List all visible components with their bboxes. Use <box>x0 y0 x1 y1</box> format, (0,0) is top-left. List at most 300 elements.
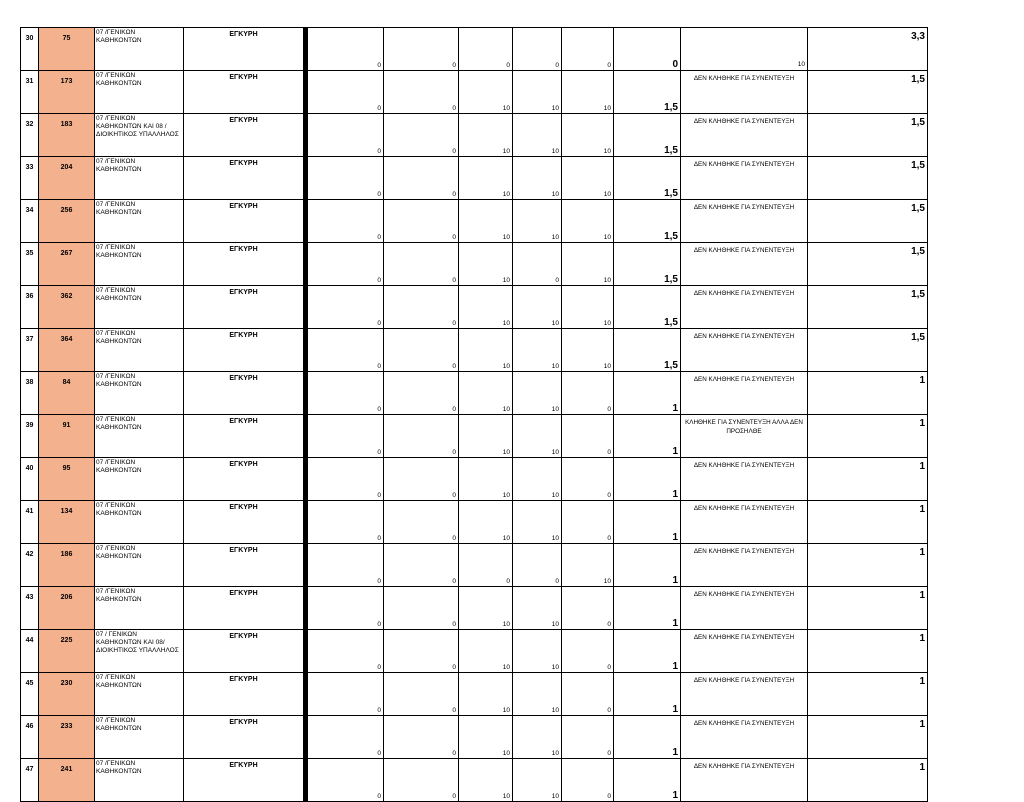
score-d-value: 10 <box>551 234 559 241</box>
application-status-cell: ΕΓΚΥΡΗ <box>184 673 305 716</box>
score-c-cell <box>459 71 513 114</box>
score-a-value: 0 <box>377 664 381 671</box>
score-a-value: 0 <box>377 277 381 284</box>
specialty-cell: 07 /ΓΕΝΙΚΩΝ ΚΑΘΗΚΟΝΤΩΝ <box>95 587 184 630</box>
applicant-id-cell <box>39 587 95 630</box>
score-d-value: 10 <box>551 363 559 370</box>
score-d-value: 10 <box>551 105 559 112</box>
row-number-cell <box>21 759 39 802</box>
score-a-cell <box>307 759 384 802</box>
specialty-cell: 07 /ΓΕΝΙΚΩΝ ΚΑΘΗΚΟΝΤΩΝ <box>95 200 184 243</box>
score-b-value: 0 <box>452 793 456 800</box>
score-a-value: 0 <box>377 492 381 499</box>
row-number-cell <box>21 372 39 415</box>
score-d-cell <box>513 243 562 286</box>
specialty-cell: 07 /ΓΕΝΙΚΩΝ ΚΑΘΗΚΟΝΤΩΝ <box>95 544 184 587</box>
score-total-value: 1 <box>672 403 678 414</box>
score-total-value: 1,5 <box>664 231 678 242</box>
score-c-value: 10 <box>502 793 510 800</box>
score-b-value: 0 <box>452 535 456 542</box>
final-score-cell: 1 <box>808 501 928 544</box>
score-d-value: 0 <box>555 578 559 585</box>
score-a-cell <box>307 716 384 759</box>
score-total-cell <box>614 458 681 501</box>
final-score-cell: 1 <box>808 759 928 802</box>
score-b-value: 0 <box>452 277 456 284</box>
applicant-id-cell <box>39 372 95 415</box>
row-number-cell <box>21 415 39 458</box>
row-number-value: 34 <box>25 207 34 214</box>
final-score-cell: 1,5 <box>808 286 928 329</box>
row-number-value: 39 <box>25 422 34 429</box>
score-a-cell <box>307 501 384 544</box>
application-status-cell: ΕΓΚΥΡΗ <box>184 200 305 243</box>
table-row <box>21 544 928 587</box>
score-b-cell <box>384 372 459 415</box>
score-c-cell <box>459 759 513 802</box>
score-a-cell <box>307 415 384 458</box>
row-number-value: 43 <box>25 594 34 601</box>
row-number-value: 37 <box>25 336 34 343</box>
score-d-value: 10 <box>551 707 559 714</box>
interview-cell: ΔΕΝ ΚΛΗΘΗΚΕ ΓΙΑ ΣΥΝΕΝΤΕΥΞΗ <box>681 544 808 587</box>
row-number-value: 35 <box>25 250 34 257</box>
interview-cell: ΔΕΝ ΚΛΗΘΗΚΕ ΓΙΑ ΣΥΝΕΝΤΕΥΞΗ <box>681 501 808 544</box>
row-number-value: 42 <box>25 551 34 558</box>
final-score-cell: 1,5 <box>808 71 928 114</box>
table-row <box>21 286 928 329</box>
score-total-cell <box>614 716 681 759</box>
score-b-cell <box>384 458 459 501</box>
score-d-cell <box>513 501 562 544</box>
score-d-cell <box>513 372 562 415</box>
score-a-cell <box>307 372 384 415</box>
row-number-value: 45 <box>25 680 34 687</box>
score-c-value: 10 <box>502 750 510 757</box>
final-score-cell: 1,5 <box>808 157 928 200</box>
score-c-value: 10 <box>502 277 510 284</box>
row-number-cell <box>21 243 39 286</box>
score-b-cell <box>384 673 459 716</box>
score-total-cell <box>614 630 681 673</box>
application-status-cell: ΕΓΚΥΡΗ <box>184 587 305 630</box>
interview-cell: ΔΕΝ ΚΛΗΘΗΚΕ ΓΙΑ ΣΥΝΕΝΤΕΥΞΗ <box>681 157 808 200</box>
score-c-cell <box>459 243 513 286</box>
score-e-cell <box>562 372 614 415</box>
score-a-value: 0 <box>377 707 381 714</box>
score-e-cell <box>562 759 614 802</box>
score-e-value: 10 <box>603 234 611 241</box>
specialty-cell: 07 /ΓΕΝΙΚΩΝ ΚΑΘΗΚΟΝΤΩΝ ΚΑΙ 08 /ΔΙΟΙΚΗΤΙΚΟΣ ΥΠΑΛΛΗΛΟΣ <box>95 114 184 157</box>
score-c-value: 10 <box>502 105 510 112</box>
applicant-id-value: 362 <box>60 293 73 300</box>
specialty-cell: 07 /ΓΕΝΙΚΩΝ ΚΑΘΗΚΟΝΤΩΝ <box>95 372 184 415</box>
score-c-value: 10 <box>502 363 510 370</box>
score-c-cell <box>459 716 513 759</box>
application-status-cell: ΕΓΚΥΡΗ <box>184 286 305 329</box>
score-b-cell <box>384 243 459 286</box>
specialty-cell: 07 /ΓΕΝΙΚΩΝ ΚΑΘΗΚΟΝΤΩΝ <box>95 28 184 71</box>
applicant-id-cell <box>39 114 95 157</box>
score-a-cell <box>307 286 384 329</box>
interview-cell: ΔΕΝ ΚΛΗΘΗΚΕ ΓΙΑ ΣΥΝΕΝΤΕΥΞΗ <box>681 286 808 329</box>
score-total-cell <box>614 587 681 630</box>
final-score-cell: 1 <box>808 372 928 415</box>
final-score-cell: 1 <box>808 415 928 458</box>
score-total-value: 1 <box>672 661 678 672</box>
table-row <box>21 372 928 415</box>
score-b-cell <box>384 716 459 759</box>
score-a-value: 0 <box>377 234 381 241</box>
score-total-value: 1 <box>672 704 678 715</box>
final-score-cell: 3,3 <box>808 28 928 71</box>
results-table-body <box>21 28 928 802</box>
specialty-cell: 07 / ΓΕΝΙΚΩΝ ΚΑΘΗΚΟΝΤΩΝ ΚΑΙ 08/ ΔΙΟΙΚΗΤΙΚΟΣ ΥΠΑΛΛΗΛΟΣ <box>95 630 184 673</box>
applicant-id-value: 173 <box>60 78 73 85</box>
specialty-cell: 07 /ΓΕΝΙΚΩΝ ΚΑΘΗΚΟΝΤΩΝ <box>95 415 184 458</box>
score-e-cell <box>562 114 614 157</box>
row-number-cell <box>21 630 39 673</box>
table-row <box>21 458 928 501</box>
applicant-id-cell <box>39 286 95 329</box>
score-d-cell <box>513 286 562 329</box>
applicant-id-value: 225 <box>60 637 73 644</box>
score-e-value: 0 <box>607 793 611 800</box>
score-b-value: 0 <box>452 320 456 327</box>
score-c-value: 0 <box>506 578 510 585</box>
score-e-value: 0 <box>607 535 611 542</box>
score-b-cell <box>384 157 459 200</box>
applicant-id-cell <box>39 28 95 71</box>
row-number-cell <box>21 28 39 71</box>
score-e-value: 0 <box>607 707 611 714</box>
table-row <box>21 630 928 673</box>
applicant-id-cell <box>39 243 95 286</box>
score-d-value: 10 <box>551 191 559 198</box>
final-score-cell: 1 <box>808 716 928 759</box>
final-score-cell: 1,5 <box>808 329 928 372</box>
score-a-value: 0 <box>377 363 381 370</box>
applicant-id-value: 241 <box>60 766 73 773</box>
score-total-value: 1 <box>672 790 678 801</box>
score-total-cell <box>614 157 681 200</box>
score-e-value: 10 <box>603 148 611 155</box>
interview-cell: ΔΕΝ ΚΛΗΘΗΚΕ ΓΙΑ ΣΥΝΕΝΤΕΥΞΗ <box>681 587 808 630</box>
score-e-value: 10 <box>603 363 611 370</box>
score-e-cell <box>562 458 614 501</box>
score-d-value: 10 <box>551 148 559 155</box>
score-b-cell <box>384 71 459 114</box>
score-e-cell <box>562 501 614 544</box>
applicant-id-value: 256 <box>60 207 73 214</box>
score-a-cell <box>307 243 384 286</box>
score-e-cell <box>562 587 614 630</box>
score-b-cell <box>384 28 459 71</box>
specialty-cell: 07 /ΓΕΝΙΚΩΝ ΚΑΘΗΚΟΝΤΩΝ <box>95 501 184 544</box>
table-row <box>21 759 928 802</box>
row-number-cell <box>21 716 39 759</box>
table-row <box>21 71 928 114</box>
score-b-cell <box>384 286 459 329</box>
score-d-value: 10 <box>551 750 559 757</box>
score-b-value: 0 <box>452 492 456 499</box>
applicant-id-cell <box>39 329 95 372</box>
score-c-value: 10 <box>502 492 510 499</box>
score-d-cell <box>513 200 562 243</box>
score-d-value: 10 <box>551 621 559 628</box>
final-score-cell: 1 <box>808 630 928 673</box>
application-status-cell: ΕΓΚΥΡΗ <box>184 415 305 458</box>
final-score-cell: 1,5 <box>808 243 928 286</box>
score-a-value: 0 <box>377 62 381 69</box>
application-status-cell: ΕΓΚΥΡΗ <box>184 501 305 544</box>
score-b-value: 0 <box>452 191 456 198</box>
row-number-value: 40 <box>25 465 34 472</box>
row-number-cell <box>21 458 39 501</box>
score-e-value: 0 <box>607 62 611 69</box>
score-a-cell <box>307 114 384 157</box>
interview-cell: ΔΕΝ ΚΛΗΘΗΚΕ ΓΙΑ ΣΥΝΕΝΤΕΥΞΗ <box>681 716 808 759</box>
score-a-value: 0 <box>377 105 381 112</box>
score-b-value: 0 <box>452 105 456 112</box>
score-total-cell <box>614 286 681 329</box>
table-row <box>21 157 928 200</box>
row-number-cell <box>21 587 39 630</box>
row-number-value: 46 <box>25 723 34 730</box>
score-b-cell <box>384 501 459 544</box>
score-c-cell <box>459 544 513 587</box>
score-d-cell <box>513 415 562 458</box>
score-total-value: 1 <box>672 489 678 500</box>
score-a-value: 0 <box>377 750 381 757</box>
score-c-cell <box>459 286 513 329</box>
specialty-cell: 07 /ΓΕΝΙΚΩΝ ΚΑΘΗΚΟΝΤΩΝ <box>95 243 184 286</box>
row-number-cell <box>21 329 39 372</box>
score-b-value: 0 <box>452 750 456 757</box>
score-d-cell <box>513 458 562 501</box>
score-c-cell <box>459 630 513 673</box>
score-e-value: 0 <box>607 492 611 499</box>
specialty-cell: 07 /ΓΕΝΙΚΩΝ ΚΑΘΗΚΟΝΤΩΝ <box>95 673 184 716</box>
interview-cell: ΔΕΝ ΚΛΗΘΗΚΕ ΓΙΑ ΣΥΝΕΝΤΕΥΞΗ <box>681 372 808 415</box>
applicant-id-value: 91 <box>62 422 71 429</box>
score-d-cell <box>513 716 562 759</box>
score-total-value: 1 <box>672 446 678 457</box>
row-number-value: 41 <box>25 508 34 515</box>
score-c-cell <box>459 28 513 71</box>
score-total-value: 1 <box>672 532 678 543</box>
score-d-value: 10 <box>551 492 559 499</box>
interview-score-value: 10 <box>797 61 805 68</box>
row-number-cell <box>21 200 39 243</box>
table-row <box>21 28 928 71</box>
score-c-value: 10 <box>502 707 510 714</box>
score-c-cell <box>459 372 513 415</box>
applicant-id-cell <box>39 200 95 243</box>
score-e-value: 10 <box>603 105 611 112</box>
application-status-cell: ΕΓΚΥΡΗ <box>184 114 305 157</box>
row-number-cell <box>21 157 39 200</box>
application-status-cell: ΕΓΚΥΡΗ <box>184 716 305 759</box>
score-b-cell <box>384 415 459 458</box>
score-b-cell <box>384 544 459 587</box>
score-d-value: 10 <box>551 793 559 800</box>
applicant-id-value: 183 <box>60 121 73 128</box>
interview-cell: ΔΕΝ ΚΛΗΘΗΚΕ ΓΙΑ ΣΥΝΕΝΤΕΥΞΗ <box>681 329 808 372</box>
table-row <box>21 243 928 286</box>
applicant-id-cell <box>39 630 95 673</box>
score-a-value: 0 <box>377 406 381 413</box>
applicant-id-value: 230 <box>60 680 73 687</box>
score-e-value: 10 <box>603 578 611 585</box>
score-c-cell <box>459 329 513 372</box>
score-b-cell <box>384 329 459 372</box>
score-c-cell <box>459 501 513 544</box>
row-number-value: 38 <box>25 379 34 386</box>
applicant-id-value: 186 <box>60 551 73 558</box>
score-total-value: 1,5 <box>664 145 678 156</box>
interview-cell <box>681 28 808 71</box>
score-a-value: 0 <box>377 621 381 628</box>
final-score-cell: 1 <box>808 458 928 501</box>
table-row <box>21 716 928 759</box>
interview-cell: ΔΕΝ ΚΛΗΘΗΚΕ ΓΙΑ ΣΥΝΕΝΤΕΥΞΗ <box>681 458 808 501</box>
score-a-cell <box>307 329 384 372</box>
score-d-value: 10 <box>551 449 559 456</box>
applicant-id-value: 95 <box>62 465 71 472</box>
row-number-cell <box>21 544 39 587</box>
applicant-id-value: 364 <box>60 336 73 343</box>
applicant-id-value: 134 <box>60 508 73 515</box>
applicant-id-cell <box>39 415 95 458</box>
score-e-value: 0 <box>607 406 611 413</box>
row-number-value: 47 <box>25 766 34 773</box>
score-total-value: 0 <box>672 59 678 70</box>
score-d-cell <box>513 114 562 157</box>
applicant-id-cell <box>39 544 95 587</box>
score-total-cell <box>614 673 681 716</box>
row-number-cell <box>21 71 39 114</box>
score-a-cell <box>307 28 384 71</box>
score-a-cell <box>307 544 384 587</box>
interview-cell: ΚΛΗΘΗΚΕ ΓΙΑ ΣΥΝΕΝΤΕΥΞΗ ΑΛΛΑ ΔΕΝ ΠΡΟΣΗΛΘΕ <box>681 415 808 458</box>
final-score-cell: 1 <box>808 544 928 587</box>
applicant-id-value: 267 <box>60 250 73 257</box>
applicant-id-cell <box>39 71 95 114</box>
score-d-value: 10 <box>551 535 559 542</box>
score-e-value: 0 <box>607 750 611 757</box>
score-total-cell <box>614 759 681 802</box>
score-d-cell <box>513 157 562 200</box>
score-b-cell <box>384 587 459 630</box>
interview-cell: ΔΕΝ ΚΛΗΘΗΚΕ ΓΙΑ ΣΥΝΕΝΤΕΥΞΗ <box>681 630 808 673</box>
score-total-cell <box>614 415 681 458</box>
application-status-cell: ΕΓΚΥΡΗ <box>184 544 305 587</box>
score-c-value: 10 <box>502 148 510 155</box>
score-a-cell <box>307 587 384 630</box>
score-b-value: 0 <box>452 234 456 241</box>
score-total-value: 1,5 <box>664 188 678 199</box>
score-b-value: 0 <box>452 363 456 370</box>
results-table <box>20 27 928 802</box>
row-number-value: 30 <box>25 35 34 42</box>
interview-cell: ΔΕΝ ΚΛΗΘΗΚΕ ΓΙΑ ΣΥΝΕΝΤΕΥΞΗ <box>681 114 808 157</box>
score-d-cell <box>513 673 562 716</box>
score-c-cell <box>459 415 513 458</box>
interview-cell: ΔΕΝ ΚΛΗΘΗΚΕ ΓΙΑ ΣΥΝΕΝΤΕΥΞΗ <box>681 759 808 802</box>
score-a-cell <box>307 157 384 200</box>
specialty-cell: 07 /ΓΕΝΙΚΩΝ ΚΑΘΗΚΟΝΤΩΝ <box>95 286 184 329</box>
table-row <box>21 114 928 157</box>
score-b-value: 0 <box>452 62 456 69</box>
score-a-value: 0 <box>377 148 381 155</box>
score-e-cell <box>562 71 614 114</box>
score-b-cell <box>384 759 459 802</box>
score-e-value: 0 <box>607 664 611 671</box>
application-status-cell: ΕΓΚΥΡΗ <box>184 243 305 286</box>
score-e-cell <box>562 716 614 759</box>
applicant-id-value: 84 <box>62 379 71 386</box>
specialty-cell: 07 /ΓΕΝΙΚΩΝ ΚΑΘΗΚΟΝΤΩΝ <box>95 458 184 501</box>
score-total-value: 1,5 <box>664 274 678 285</box>
score-c-value: 10 <box>502 406 510 413</box>
score-c-cell <box>459 157 513 200</box>
application-status-cell: ΕΓΚΥΡΗ <box>184 759 305 802</box>
score-b-cell <box>384 630 459 673</box>
score-c-cell <box>459 673 513 716</box>
score-a-cell <box>307 200 384 243</box>
score-d-value: 10 <box>551 406 559 413</box>
applicant-id-value: 204 <box>60 164 73 171</box>
score-d-cell <box>513 630 562 673</box>
score-c-value: 10 <box>502 621 510 628</box>
table-row <box>21 501 928 544</box>
table-row <box>21 587 928 630</box>
application-status-cell: ΕΓΚΥΡΗ <box>184 329 305 372</box>
score-e-value: 0 <box>607 621 611 628</box>
score-e-cell <box>562 544 614 587</box>
row-number-value: 44 <box>25 637 34 644</box>
specialty-cell: 07 /ΓΕΝΙΚΩΝ ΚΑΘΗΚΟΝΤΩΝ <box>95 759 184 802</box>
score-total-cell <box>614 243 681 286</box>
score-a-cell <box>307 458 384 501</box>
final-score-cell: 1,5 <box>808 114 928 157</box>
application-status-cell: ΕΓΚΥΡΗ <box>184 372 305 415</box>
score-d-cell <box>513 544 562 587</box>
score-b-value: 0 <box>452 621 456 628</box>
applicant-id-value: 206 <box>60 594 73 601</box>
score-total-cell <box>614 329 681 372</box>
score-a-cell <box>307 630 384 673</box>
score-e-value: 10 <box>603 320 611 327</box>
score-total-value: 1 <box>672 575 678 586</box>
score-e-cell <box>562 243 614 286</box>
score-a-cell <box>307 673 384 716</box>
score-a-value: 0 <box>377 320 381 327</box>
score-c-cell <box>459 458 513 501</box>
score-e-cell <box>562 673 614 716</box>
score-d-cell <box>513 71 562 114</box>
interview-cell: ΔΕΝ ΚΛΗΘΗΚΕ ΓΙΑ ΣΥΝΕΝΤΕΥΞΗ <box>681 200 808 243</box>
table-row <box>21 329 928 372</box>
score-e-cell <box>562 157 614 200</box>
specialty-cell: 07 /ΓΕΝΙΚΩΝ ΚΑΘΗΚΟΝΤΩΝ <box>95 71 184 114</box>
score-e-cell <box>562 329 614 372</box>
score-e-value: 0 <box>607 449 611 456</box>
interview-cell: ΔΕΝ ΚΛΗΘΗΚΕ ΓΙΑ ΣΥΝΕΝΤΕΥΞΗ <box>681 673 808 716</box>
score-c-value: 10 <box>502 320 510 327</box>
score-total-cell <box>614 114 681 157</box>
